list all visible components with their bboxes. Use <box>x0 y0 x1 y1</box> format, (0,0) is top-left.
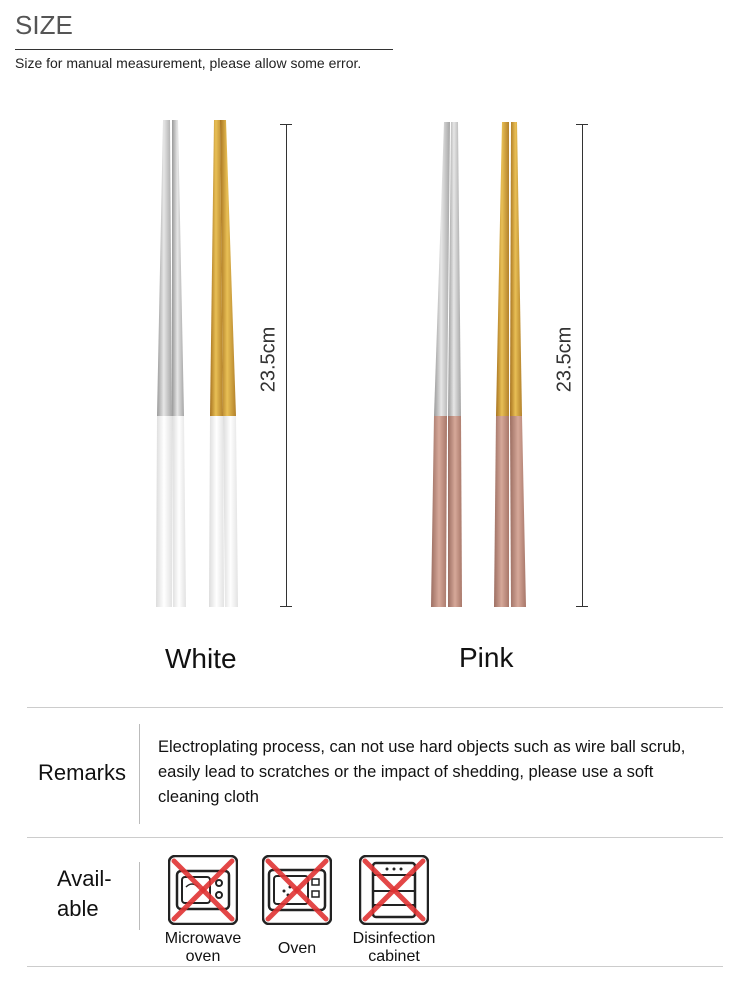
disinfection-cabinet-icon <box>359 855 429 925</box>
title-underline <box>15 49 393 50</box>
section-title: SIZE <box>15 10 73 40</box>
disinfection-cabinet-label <box>340 930 448 966</box>
divider <box>27 837 723 838</box>
oven-icon <box>262 855 332 925</box>
disinfection-cabinet-label-line1: Disinfection <box>352 930 436 947</box>
dimension-label: 23.5cm <box>553 326 576 393</box>
dimension-line <box>582 124 583 607</box>
microwave-label-line2: oven <box>185 948 221 965</box>
dimension-line <box>286 124 287 607</box>
dimension-label: 23.5cm <box>257 326 280 393</box>
column-divider <box>139 724 140 824</box>
chopstick-pair-silver-white <box>156 120 186 607</box>
available-label-line1: Avail- <box>57 866 112 891</box>
chopstick-pair-gold-white <box>209 120 238 607</box>
available-label-line2: able <box>57 896 99 921</box>
remarks-label: Remarks <box>38 760 127 785</box>
divider <box>27 966 723 967</box>
remarks-text: Electroplating process, can not use hard objects such as wire ball scrub, easily lead to scratches or the impact of shedding, please use a soft cleaning cloth <box>158 738 686 806</box>
disinfection-cabinet-label-line2: cabinet <box>368 948 420 965</box>
chopstick-pair-silver-pink <box>431 122 462 607</box>
available-label <box>57 864 112 924</box>
microwave-label-line1: Microwave <box>164 930 242 947</box>
section-subtitle: Size for manual measurement, please allow some error. <box>15 55 362 71</box>
chopsticks-illustration <box>0 110 750 620</box>
variant-label-pink: Pink <box>459 642 514 673</box>
oven-label-line1: Oven <box>277 940 317 957</box>
chopstick-pair-gold-pink <box>494 122 526 607</box>
microwave-label <box>150 930 256 966</box>
oven-label <box>252 940 342 958</box>
variant-label-white: White <box>165 643 237 674</box>
dimension-tick-bottom <box>576 606 588 607</box>
dimension-tick-bottom <box>280 606 292 607</box>
divider <box>27 707 723 708</box>
column-divider <box>139 862 140 930</box>
microwave-icon <box>168 855 238 925</box>
